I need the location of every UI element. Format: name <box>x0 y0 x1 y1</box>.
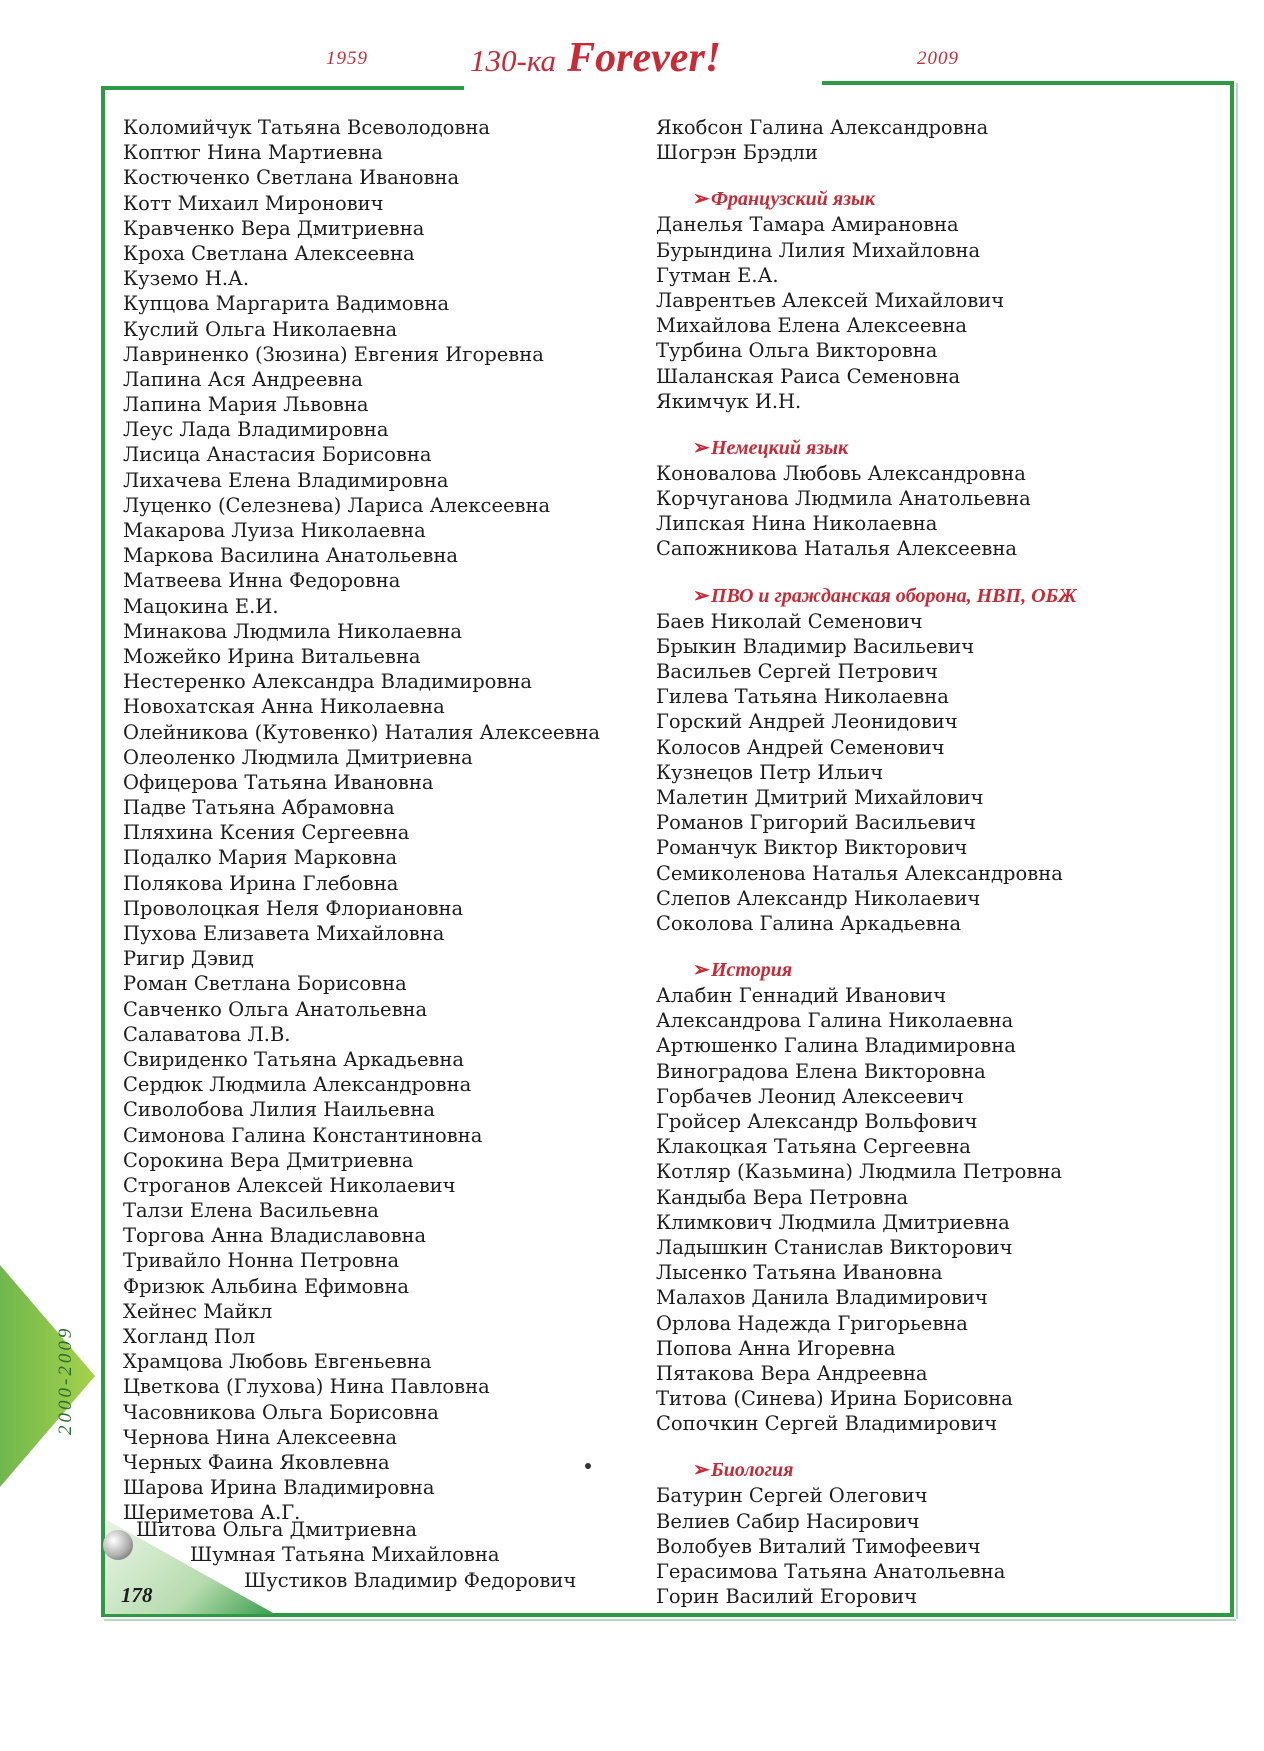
frame-right-line <box>1230 81 1234 1617</box>
name-list-item: Горбачев Леонид Алексеевич <box>656 1084 964 1108</box>
right-column <box>656 115 1226 1631</box>
name-list-item: Мацокина Е.И. <box>123 594 279 618</box>
name-list-item: Часовникова Ольга Борисовна <box>123 1400 439 1424</box>
name-list-item: Климкович Людмила Дмитриевна <box>656 1210 1010 1234</box>
name-list-item: Салаватова Л.В. <box>123 1022 291 1046</box>
name-list-item: Луценко (Селезнева) Лариса Алексеевна <box>123 493 551 517</box>
name-list-item: Корчуганова Людмила Анатольевна <box>656 487 1031 511</box>
name-list-item: Проволоцкая Неля Флориановна <box>123 896 464 920</box>
name-list-item: Чернова Нина Алексеевна <box>123 1425 397 1449</box>
arrow-right-icon: ➢ <box>693 1459 710 1482</box>
section-title: ПВО и гражданская оборона, НВП, ОБЖ <box>711 584 1077 607</box>
name-list-item: Ригир Дэвид <box>123 947 254 971</box>
name-list-item: Цветкова (Глухова) Нина Павловна <box>123 1375 490 1399</box>
section-title: Французский язык <box>711 188 876 211</box>
year-start: 1959 <box>326 48 368 69</box>
name-list-item: Михайлова Елена Алексеевна <box>656 314 967 338</box>
name-list-item: Коломийчук Татьяна Всеволодовна <box>123 116 491 139</box>
section-continuation <box>656 115 1226 165</box>
name-list-item: Пляхина Ксения Сергеевна <box>123 821 410 845</box>
name-list-item: Симонова Галина Константиновна <box>123 1123 483 1147</box>
name-list-item: Гройсер Александр Вольфович <box>656 1110 978 1133</box>
subject-section <box>656 958 1226 1436</box>
name-list-item: Олейникова (Кутовенко) Наталия Алексеевна <box>123 720 600 744</box>
name-list-item: Падве Татьяна Абрамовна <box>123 796 395 820</box>
name-list-item: Шогрэн Брэдли <box>656 141 818 165</box>
name-list-item: Маркова Василина Анатольевна <box>123 544 458 568</box>
name-list-item: Строганов Алексей Николаевич <box>123 1173 456 1197</box>
name-list-item: Пятакова Вера Андреевна <box>656 1361 928 1385</box>
frame-left-line <box>101 86 105 1616</box>
name-list-item: Котляр (Казьмина) Людмила Петровна <box>656 1160 1062 1184</box>
name-list-item: Шаланская Раиса Семеновна <box>656 364 961 388</box>
section-heading <box>656 584 1226 609</box>
name-list <box>656 609 1226 936</box>
name-list-item: Алабин Геннадий Иванович <box>656 984 947 1008</box>
year-end: 2009 <box>917 48 959 69</box>
name-list-item: Лапина Ася Андреевна <box>123 367 363 391</box>
arrow-right-icon: ➢ <box>693 584 710 607</box>
page-curl-ball-decoration <box>103 1530 133 1560</box>
section-title: История <box>711 959 793 982</box>
name-list-item: Подалко Мария Марковна <box>123 846 398 870</box>
name-list-item: Купцова Маргарита Вадимовна <box>123 292 450 316</box>
name-list-item: Куземо Н.А. <box>123 267 250 291</box>
name-list-item: Олеоленко Людмила Дмитриевна <box>123 745 473 769</box>
stair-name-3: Шустиков Владимир Федорович <box>244 1569 577 1592</box>
arrow-right-icon: ➢ <box>693 436 710 459</box>
name-list-item: Савченко Ольга Анатольевна <box>123 997 428 1021</box>
name-list-item: Сердюк Людмила Александровна <box>123 1073 472 1097</box>
name-list-item: Торгова Анна Владиславовна <box>123 1224 427 1248</box>
name-list-item: Сиволобова Лилия Наильевна <box>123 1098 435 1122</box>
name-list-item: Липская Нина Николаевна <box>656 512 938 536</box>
name-list-item: Лавриненко (Зюзина) Евгения Игоревна <box>123 342 544 366</box>
name-list-item: Лаврентьев Алексей Михайлович <box>656 288 1005 312</box>
name-list-item: Попова Анна Игоревна <box>656 1336 896 1360</box>
name-list-item: Коптюг Нина Мартиевна <box>123 141 383 165</box>
section-heading <box>656 958 1226 983</box>
name-list <box>656 212 1226 414</box>
name-list-item: Тривайло Нонна Петровна <box>123 1249 400 1273</box>
name-list-item: Якобсон Галина Александровна <box>656 116 989 139</box>
name-list-item: Хогланд Пол <box>123 1325 256 1348</box>
name-list-item: Кравченко Вера Дмитриевна <box>123 216 425 240</box>
name-list-item: Сорокина Вера Дмитриевна <box>123 1148 414 1172</box>
name-list-item: Леус Лада Владимировна <box>123 418 389 442</box>
name-list-item: Якимчук И.Н. <box>656 389 802 413</box>
name-list-item: Роман Светлана Борисовна <box>123 972 407 996</box>
section-heading <box>656 1458 1226 1483</box>
stair-name-2: Шумная Татьяна Михайловна <box>190 1543 500 1566</box>
name-list-item: Батурин Сергей Олегович <box>656 1484 928 1508</box>
section-heading <box>656 436 1226 461</box>
subject-section <box>656 187 1226 414</box>
name-list-item: Горский Андрей Леонидович <box>656 710 958 734</box>
brand-prefix: 130-ка <box>470 43 557 78</box>
name-list <box>656 1483 1226 1609</box>
name-list-item: Нестеренко Александра Владимировна <box>123 670 533 694</box>
name-list-item: Сапожникова Наталья Алексеевна <box>656 537 1017 561</box>
name-list-item: Лихачева Елена Владимировна <box>123 468 449 492</box>
name-list-item: Баев Николай Семенович <box>656 609 923 633</box>
name-list-item: Лисица Анастасия Борисовна <box>123 443 432 467</box>
name-list-item: Гилева Татьяна Николаевна <box>656 685 949 709</box>
name-list-item: Александрова Галина Николаевна <box>656 1009 1014 1033</box>
name-list-item: Ладышкин Станислав Викторович <box>656 1235 1013 1259</box>
name-list-item: Офицерова Татьяна Ивановна <box>123 770 434 794</box>
name-list <box>656 983 1226 1436</box>
name-list-item: Можейко Ирина Витальевна <box>123 644 421 668</box>
name-list-item: Гутман Е.А. <box>656 263 779 287</box>
name-list-item: Макарова Луиза Николаевна <box>123 519 426 542</box>
name-list-item: Минакова Людмила Николаевна <box>123 619 463 643</box>
name-list-item: Соколова Галина Аркадьевна <box>656 911 962 935</box>
name-list-item: Кандыба Вера Петровна <box>656 1185 909 1209</box>
name-list-item: Шериметова А.Г. <box>123 1501 301 1525</box>
name-list-item: Данелья Тамара Амирановна <box>656 213 959 237</box>
name-list-item: Герасимова Татьяна Анатольевна <box>656 1560 1006 1583</box>
name-list-item: Костюченко Светлана Ивановна <box>123 166 460 190</box>
name-list-item: Куслий Ольга Николаевна <box>123 317 398 341</box>
name-list-item: Малетин Дмитрий Михайлович <box>656 785 984 809</box>
name-list-item: Волобуев Виталий Тимофеевич <box>656 1534 981 1558</box>
name-list-item: Пухова Елизавета Михайловна <box>123 922 445 945</box>
name-list-item: Лысенко Татьяна Ивановна <box>656 1261 943 1285</box>
name-list-item: Новохатская Анна Николаевна <box>123 695 445 719</box>
section-heading <box>656 187 1226 212</box>
name-list-item: Фризюк Альбина Ефимовна <box>123 1274 409 1298</box>
name-list-item: Полякова Ирина Глебовна <box>123 871 399 895</box>
side-tab-label: 2000-2009 <box>55 1325 76 1435</box>
name-list-item: Свириденко Татьяна Аркадьевна <box>123 1047 465 1071</box>
subject-section <box>656 436 1226 562</box>
name-list-item: Колосов Андрей Семенович <box>656 735 945 759</box>
name-list <box>656 461 1226 562</box>
subject-section <box>656 584 1226 936</box>
name-list-item: Васильев Сергей Петрович <box>656 660 938 683</box>
left-name-list <box>123 115 643 1526</box>
name-list-item: Семиколенова Наталья Александровна <box>656 861 1063 885</box>
name-list-item: Кузнецов Петр Ильич <box>656 760 884 784</box>
section-title: Немецкий язык <box>711 436 849 459</box>
name-list-item: Виноградова Елена Викторовна <box>656 1059 986 1083</box>
brand-logo <box>470 34 721 82</box>
name-list-item: Титова (Синева) Ирина Борисовна <box>656 1387 1013 1411</box>
frame-top-right-line <box>822 81 1234 85</box>
stair-name-1: Шитова Ольга Дмитриевна <box>136 1518 418 1541</box>
name-list <box>656 115 1226 165</box>
brand-main: Forever! <box>567 35 722 81</box>
name-list-item: Черных Фаина Яковлевна <box>123 1450 390 1474</box>
name-list-item: Коновалова Любовь Александровна <box>656 461 1026 485</box>
name-list-item: Лапина Мария Львовна <box>123 393 369 417</box>
name-list-item: Артюшенко Галина Владимировна <box>656 1034 1016 1058</box>
name-list-item: Храмцова Любовь Евгеньевна <box>123 1350 432 1374</box>
name-list-item: Романчук Виктор Викторович <box>656 836 968 860</box>
name-list-item: Горин Василий Егорович <box>656 1585 918 1609</box>
name-list-item: Кроха Светлана Алексеевна <box>123 241 415 265</box>
name-list-item: Бурындина Лилия Михайловна <box>656 238 981 262</box>
name-list-item: Хейнес Майкл <box>123 1299 273 1323</box>
arrow-right-icon: ➢ <box>693 188 710 211</box>
subject-section <box>656 1458 1226 1609</box>
name-list-item: Котт Михаил Миронович <box>123 191 384 215</box>
name-list-item: Брыкин Владимир Васильевич <box>656 634 975 658</box>
name-list-item: Романов Григорий Васильевич <box>656 811 976 835</box>
name-list-item: Турбина Ольга Викторовна <box>656 339 938 363</box>
name-list-item: Матвеева Инна Федоровна <box>123 569 401 593</box>
name-list-item: Орлова Надежда Григорьевна <box>656 1311 968 1335</box>
name-list-item: Сопочкин Сергей Владимирович <box>656 1412 998 1436</box>
arrow-right-icon: ➢ <box>693 959 710 982</box>
name-list-item: Шарова Ирина Владимировна <box>123 1476 435 1500</box>
name-list-item: Талзи Елена Васильевна <box>123 1199 379 1223</box>
name-list-item: Велиев Сабир Насирович <box>656 1509 920 1533</box>
section-title: Биология <box>711 1459 794 1482</box>
frame-shadow-right <box>1236 83 1238 1619</box>
name-list-item: Слепов Александр Николаевич <box>656 886 981 910</box>
name-list-item: Малахов Данила Владимирович <box>656 1286 988 1310</box>
name-list-item: Клакоцкая Татьяна Сергеевна <box>656 1135 971 1159</box>
frame-top-left-line <box>101 86 464 90</box>
page-number: 178 <box>121 1583 153 1607</box>
